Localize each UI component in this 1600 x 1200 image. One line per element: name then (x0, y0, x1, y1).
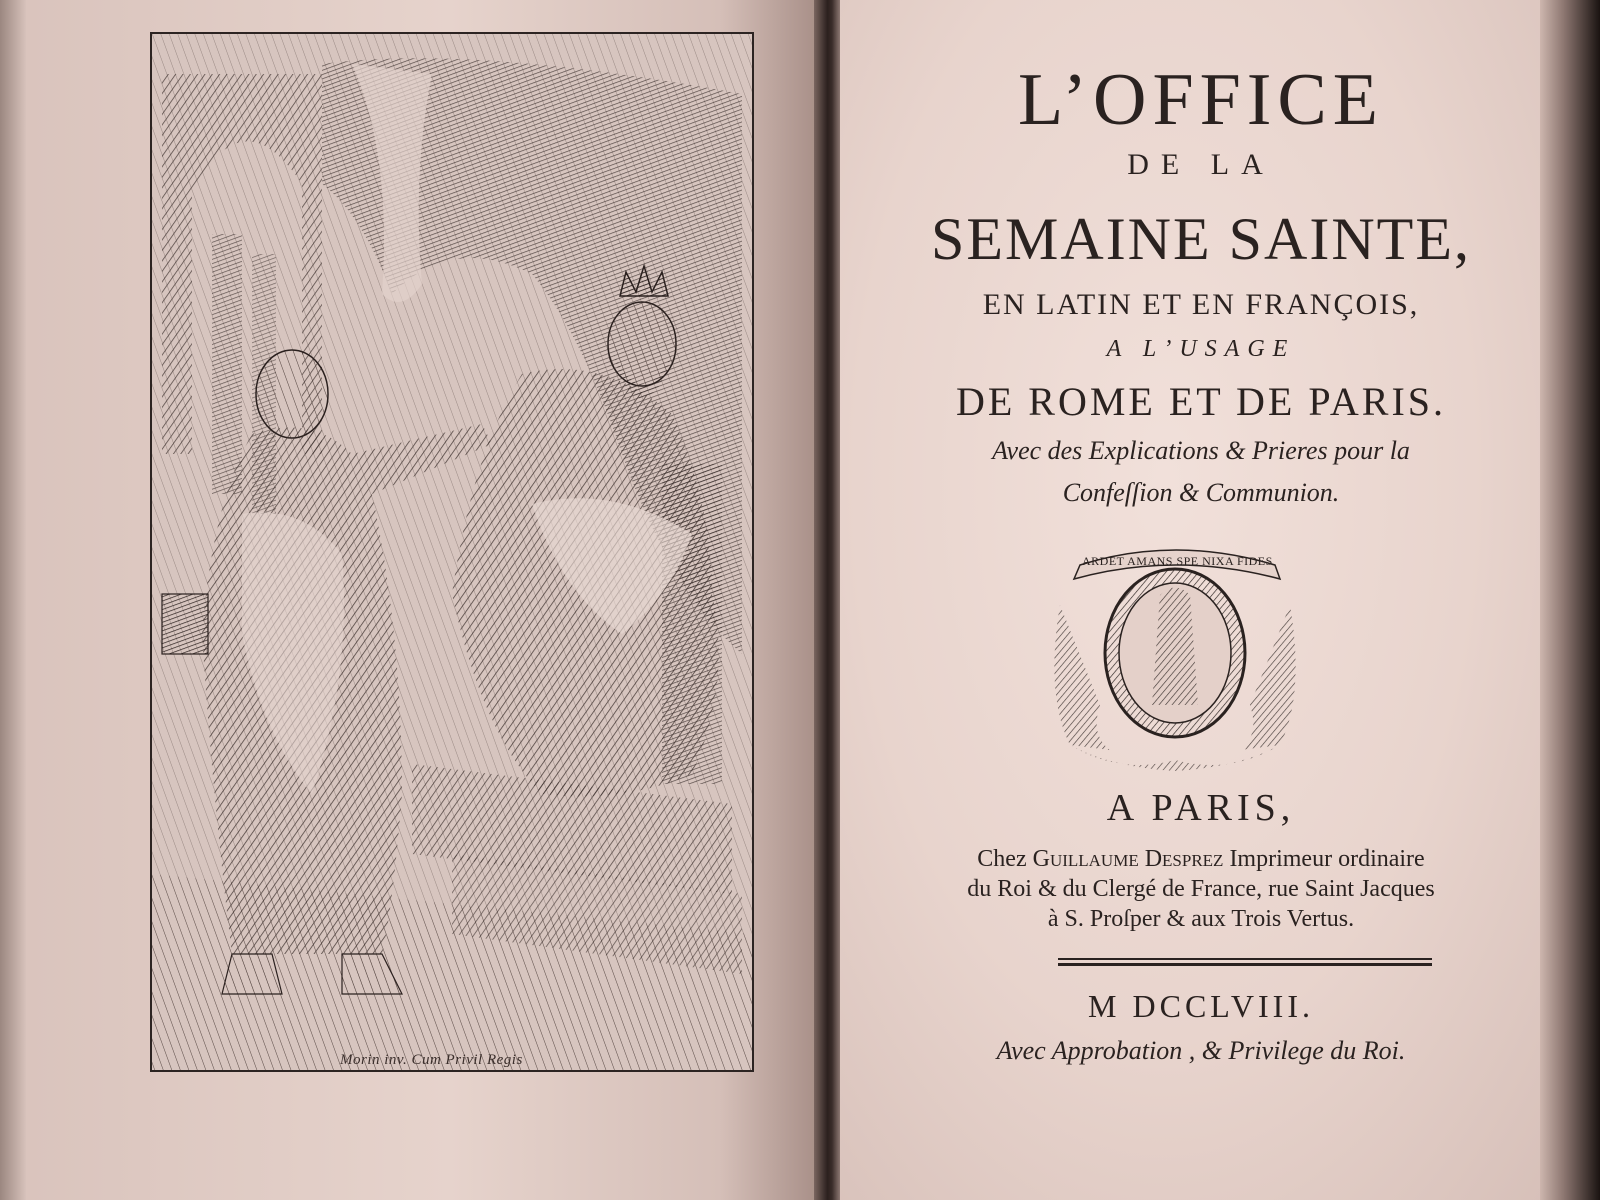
subtitle-line-1: Avec des Explications & Prieres pour la (992, 436, 1410, 465)
approbation-line: Avec Approbation , & Privilege du Roi. (996, 1036, 1406, 1065)
publication-date: M DCCLVIII. (1088, 988, 1314, 1024)
double-rule-divider (1058, 958, 1432, 966)
emblem-left-figure (1054, 605, 1110, 750)
prophet-head (256, 350, 328, 438)
frontispiece-engraving (150, 32, 754, 1072)
imprint-prefix: Chez (977, 846, 1033, 872)
emblem-right-figure (1240, 605, 1296, 750)
subtitle-line-2: Confeſſion & Communion. (1062, 478, 1340, 507)
imprint-place: A PARIS, (1106, 787, 1296, 829)
column (212, 234, 242, 494)
book (162, 594, 208, 654)
imprint-line-2: du Roi & du Clergé de France, rue Saint Jacques (967, 876, 1435, 902)
title-line-semaine-sainte: SEMAINE SAINTE, (931, 206, 1471, 272)
book-title: L’OFFICE (1017, 59, 1384, 141)
device-motto: ARDET AMANS SPE NIXA FIDES (1082, 554, 1273, 568)
title-line-languages: EN LATIN ET EN FRANÇOIS, (982, 288, 1420, 321)
left-page-edge (0, 0, 26, 1200)
imprint-line-1 (840, 846, 1562, 873)
king-head (608, 302, 676, 386)
title-line-de-la: DE LA (1127, 148, 1275, 181)
engraving-illustration (152, 34, 752, 1070)
imprint-role: Imprimeur ordinaire (1223, 846, 1425, 872)
printer-name: Guillaume Desprez (1032, 846, 1224, 872)
title-line-rome-paris: DE ROME ET DE PARIS. (955, 379, 1447, 424)
imprint-line-3: à S. Proſper & aux Trois Vertus. (1047, 906, 1355, 932)
printers-device-emblem (1040, 535, 1310, 775)
engraving-caption: Morin inv. Cum Privil Regis (340, 1052, 523, 1068)
title-line-usage: A L’USAGE (1106, 336, 1296, 362)
